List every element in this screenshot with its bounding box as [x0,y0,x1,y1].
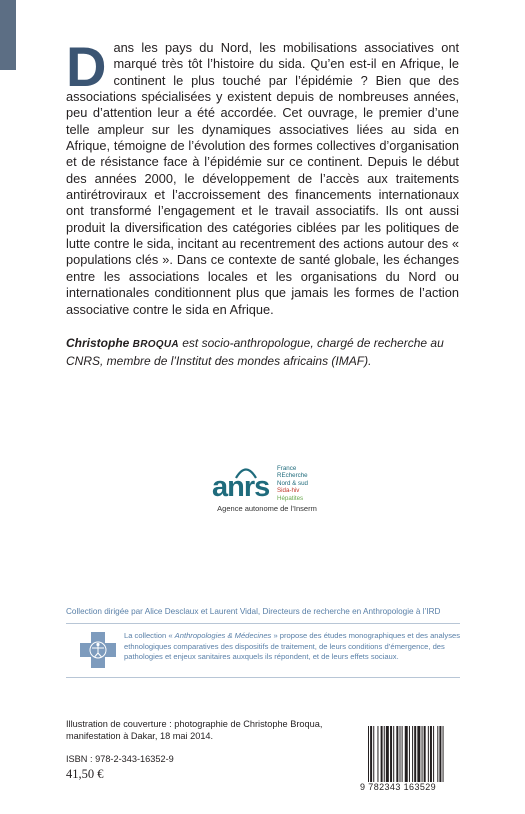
barcode-digits: 9 782343 163529 [360,782,437,792]
collection-description [124,631,464,663]
collection-desc-intro: La collection « [124,631,175,640]
anrs-line-5: Hépatites [277,494,304,502]
anrs-line-2: REcherche [277,472,308,480]
blurb-text: ans les pays du Nord, les mobilisations associatives ont marqué très tôt l’histoire du sida. Qu’en est-il en Afrique, le continent le plus touché par l’épidémie ? Bien que des associations spécialisées y existent depuis de nombreuses années, peu d’attention leur a été accordée. Cet ouvrage, le premier d’une telle ampleur sur les dynamiques associatives liées au sida en Afrique, témoigne de l’évolution des formes collectives d’organisation et de résistance face à l’épidémie sur ce continent. Depuis le début des années 2000, le développement de l’accès aux traitements antirétroviraux et l’accroissement des financements internationaux ont transformé l’engagement et le travail associatifs. Ils ont aussi produit la diversification des catégories ciblées par les politiques de lutte contre le sida, incitant au recentrement des actions autour des « populations clés ». Dans ce contexte de santé globale, les échanges entre les associations locales et les organisations du Nord ou internationales conditionnent plus que jamais les formes de l’action associative contre le sida en Afrique. [66,40,459,317]
barcode [368,726,460,782]
author-last-name: BROQUA [132,339,179,350]
collection-logo-icon [80,632,116,668]
price: 41,50 € [66,767,104,781]
anrs-lines [277,465,308,502]
collection-directors: Collection dirigée par Alice Desclaux et Laurent Vidal, Directeurs de recherche en Anthropologie à l’IRD [66,607,441,616]
author-name [66,336,179,350]
anrs-tagline: Agence autonome de l’Inserm [217,504,317,513]
isbn: ISBN : 978-2-343-16352-9 [66,754,174,764]
collection-title: Anthropologies & Médecines [174,631,272,640]
collection-desc-rest: » propose des études monographiques et des analyses ethnologiques comparatives des dispositifs de traitement, de leurs conditions d’émergence, des pathologies et enjeux sanitaires auxquels ils répondent, et de leurs effets sociaux. [124,631,461,662]
divider-top [66,623,460,624]
drop-cap: D [66,35,107,98]
anrs-line-3: Nord & sud [277,479,308,487]
author-bio [66,335,461,370]
anrs-line-4: Sida-hiv [277,487,300,495]
corner-tab [0,0,16,70]
back-cover-blurb [66,35,459,318]
bio-text: est socio-anthropologue, chargé de recherche au CNRS, membre de l’Institut des mondes africains (IMAF). [66,336,444,369]
anrs-wordmark: anrs [212,471,270,503]
author-first-name: Christophe [66,336,133,350]
divider-bottom [66,677,460,678]
cover-credit: Illustration de couverture : photographie de Christophe Broqua, manifestation à Dakar, 18 mai 2014. [66,719,323,742]
anrs-line-1: France [277,465,297,472]
